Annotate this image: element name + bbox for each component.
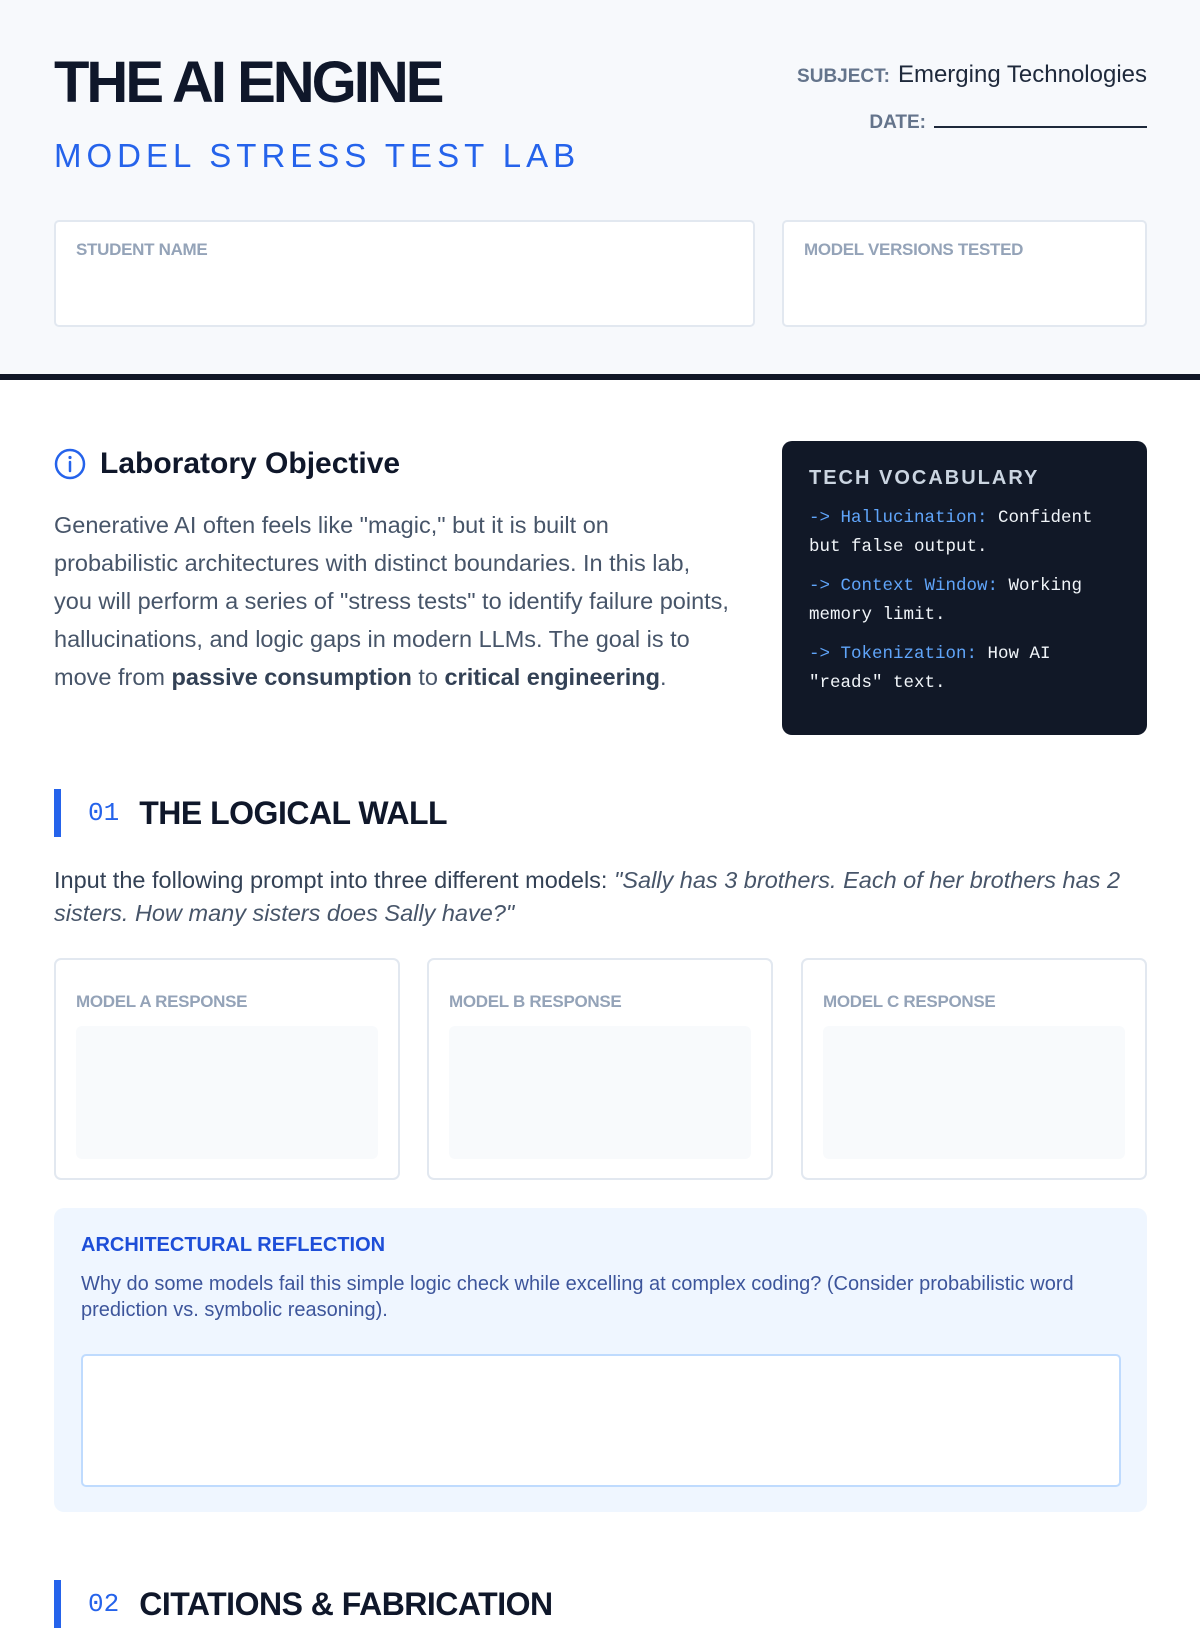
section-title: THE LOGICAL WALL bbox=[139, 794, 448, 831]
worksheet-meta bbox=[797, 61, 1147, 134]
info-icon bbox=[54, 448, 86, 480]
tech-vocabulary-panel bbox=[782, 441, 1147, 735]
worksheet-title: THE AI ENGINE bbox=[54, 50, 442, 115]
worksheet-header bbox=[0, 0, 1200, 380]
subject-label: SUBJECT: bbox=[797, 66, 890, 87]
date-row bbox=[797, 108, 1147, 134]
reflection-answer-area[interactable] bbox=[81, 1354, 1121, 1487]
prompt-quote: "Sally has 3 brothers. Each of her brothers has 2 sisters. How many sisters does Sally have?" bbox=[54, 867, 1121, 926]
objective-heading bbox=[54, 447, 400, 481]
student-name-field[interactable] bbox=[54, 220, 755, 327]
logical-wall-instruction bbox=[54, 864, 1154, 930]
vocabulary-item bbox=[809, 572, 1120, 629]
reflection-question: Why do some models fail this simple logic check while excelling at complex coding? (Consider probabilistic word prediction vs. symbolic reasoning). bbox=[81, 1273, 1074, 1321]
architectural-reflection-panel bbox=[54, 1208, 1147, 1512]
vocabulary-definition: Working memory limit. bbox=[809, 576, 1083, 625]
vocabulary-item bbox=[809, 504, 1120, 561]
reflection-title: ARCHITECTURAL REFLECTION bbox=[81, 1234, 386, 1256]
model-a-response-card bbox=[54, 958, 400, 1180]
date-field[interactable] bbox=[934, 108, 1147, 128]
section-number: 02 bbox=[88, 1589, 120, 1619]
model-a-response-area[interactable] bbox=[76, 1026, 378, 1159]
objective-text-part: to bbox=[411, 664, 445, 690]
vocabulary-term: -> Hallucination: bbox=[809, 508, 988, 528]
section-number: 01 bbox=[88, 798, 120, 828]
instruction-text: Input the following prompt into three different models: bbox=[54, 867, 614, 893]
objective-bold-phrase: passive consumption bbox=[171, 664, 412, 690]
vocabulary-definition: Confident but false output. bbox=[809, 508, 1093, 557]
vocabulary-item bbox=[809, 640, 1120, 697]
model-a-response-label: MODEL A RESPONSE bbox=[76, 992, 248, 1011]
worksheet-subtitle: MODEL STRESS TEST LAB bbox=[54, 137, 581, 174]
section-title: CITATIONS & FABRICATION bbox=[139, 1585, 553, 1622]
model-c-response-label: MODEL C RESPONSE bbox=[823, 992, 996, 1011]
model-c-response-area[interactable] bbox=[823, 1026, 1125, 1159]
subject-row bbox=[797, 61, 1147, 91]
vocabulary-definition: How AI "reads" text. bbox=[809, 644, 1051, 693]
objective-text bbox=[54, 506, 734, 696]
student-name-label: STUDENT NAME bbox=[76, 240, 208, 259]
subject-value: Emerging Technologies bbox=[897, 61, 1147, 88]
model-b-response-label: MODEL B RESPONSE bbox=[449, 992, 622, 1011]
date-label: DATE: bbox=[869, 112, 926, 133]
objective-bold-phrase: critical engineering bbox=[444, 664, 660, 690]
section-header-citations bbox=[54, 1580, 553, 1628]
model-versions-field[interactable] bbox=[782, 220, 1147, 327]
model-b-response-area[interactable] bbox=[449, 1026, 751, 1159]
vocabulary-title: TECH VOCABULARY bbox=[809, 467, 1040, 489]
objective-text-part: Generative AI often feels like "magic," but it is built on probabilistic architectures with distinct boundaries. In this lab, you will perform a series of "stress tests" to identify failure points, hallucinations, and logic gaps in modern LLMs. The goal is to move from bbox=[54, 512, 729, 690]
objective-title: Laboratory Objective bbox=[100, 447, 401, 480]
model-b-response-card bbox=[427, 958, 773, 1180]
objective-text-part: . bbox=[659, 664, 667, 690]
model-versions-label: MODEL VERSIONS TESTED bbox=[804, 240, 1024, 259]
vocabulary-term: -> Tokenization: bbox=[809, 644, 978, 664]
section-header-logical-wall bbox=[54, 789, 447, 837]
model-c-response-card bbox=[801, 958, 1147, 1180]
vocabulary-term: -> Context Window: bbox=[809, 576, 999, 596]
